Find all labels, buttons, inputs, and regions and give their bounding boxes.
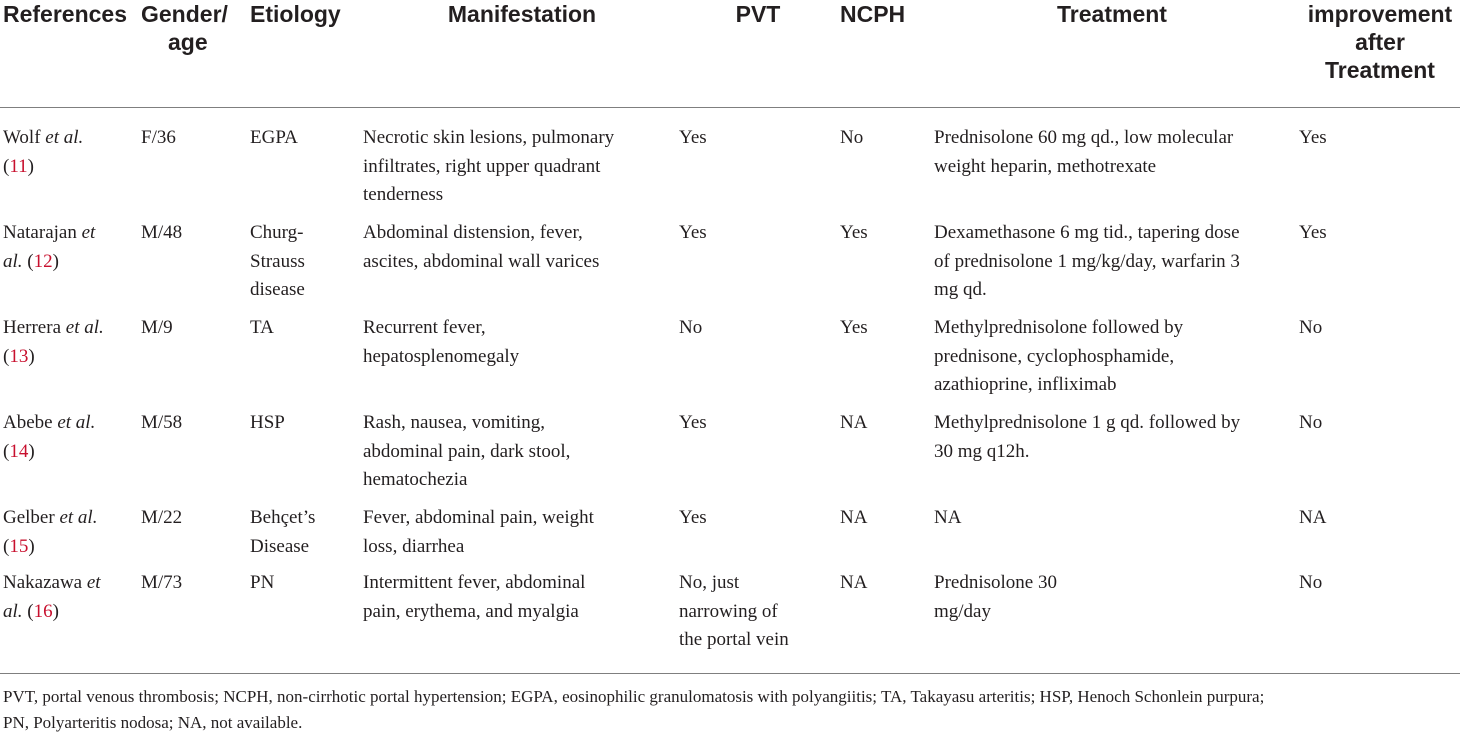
pvt-cell — [679, 504, 707, 533]
reference-cell — [3, 124, 83, 181]
manifestation-cell — [363, 504, 594, 561]
manifestation-cell — [363, 124, 614, 210]
etiology-cell — [250, 409, 285, 438]
footnote-line: PN, Polyarteritis nodosa; NA, not available. — [3, 713, 303, 732]
citation-link[interactable]: 12 — [33, 250, 53, 272]
manifestation-cell — [363, 569, 585, 626]
pvt-cell — [679, 124, 707, 153]
header-gender-age-line: age — [168, 29, 208, 55]
etiology-cell — [250, 314, 274, 343]
reference-cell — [3, 569, 101, 626]
cell-line: loss, diarrhea — [363, 535, 465, 557]
cell-line: abdominal pain, dark stool, — [363, 440, 571, 462]
cell-line: tenderness — [363, 184, 444, 206]
cell-line: Methylprednisolone followed by — [934, 317, 1184, 338]
pvt-cell — [679, 219, 707, 248]
cell-line: mg/day — [934, 600, 991, 622]
ncph-cell: NA — [840, 572, 868, 593]
improvement-cell: Yes — [1299, 127, 1327, 148]
cell-line: Abdominal distension, fever, — [363, 222, 583, 243]
pvt-cell — [679, 569, 789, 655]
reference-text: Natarajan — [3, 222, 82, 243]
improvement-cell: No — [1299, 317, 1323, 338]
reference-line — [3, 124, 83, 153]
reference-text: Nakazawa — [3, 572, 87, 593]
treatment-cell — [934, 124, 1233, 181]
cell-line: Necrotic skin lesions, pulmonary — [363, 127, 615, 148]
cell-line: Yes — [679, 412, 707, 433]
cell-line: No, just — [679, 572, 740, 593]
cell-line: TA — [250, 317, 274, 338]
treatment-cell — [934, 504, 961, 533]
cell-line: Churg- — [250, 222, 304, 243]
gender-age-cell: M/58 — [141, 412, 183, 433]
citation-link[interactable]: 15 — [9, 535, 29, 557]
cell-line: Intermittent fever, abdominal — [363, 572, 586, 593]
manifestation-cell — [363, 409, 570, 495]
reference-text: Herrera — [3, 317, 66, 338]
reference-text: ( — [3, 535, 10, 557]
treatment-cell — [934, 314, 1183, 400]
reference-line — [3, 219, 95, 248]
reference-text: ) — [28, 345, 35, 367]
et-al-text: et al. — [59, 507, 98, 528]
header-improvement-line: after — [1355, 29, 1405, 55]
reference-text: ) — [28, 440, 35, 462]
et-al-text: al. — [3, 250, 23, 272]
ncph-cell: NA — [840, 507, 868, 528]
reference-text: ) — [52, 250, 59, 272]
et-al-text: et al. — [45, 127, 84, 148]
reference-cell — [3, 219, 95, 276]
gender-age-cell: M/73 — [141, 572, 183, 593]
cell-line: Strauss — [250, 250, 305, 272]
etiology-cell — [250, 504, 315, 561]
reference-line — [3, 533, 97, 562]
cell-line: narrowing of — [679, 600, 778, 622]
ncph-cell: Yes — [840, 222, 868, 243]
header-pvt: PVT — [735, 1, 781, 27]
cell-line: Fever, abdominal pain, weight — [363, 507, 594, 528]
etiology-cell — [250, 569, 274, 598]
header-references: References — [3, 1, 128, 27]
ncph-cell: Yes — [840, 317, 868, 338]
header-etiology: Etiology — [250, 1, 341, 27]
cell-line: azathioprine, infliximab — [934, 374, 1117, 396]
reference-text: ( — [22, 250, 34, 272]
cell-line: Recurrent fever, — [363, 317, 486, 338]
cell-line: EGPA — [250, 127, 298, 148]
reference-cell — [3, 314, 104, 371]
et-al-text: et — [86, 572, 101, 593]
improvement-cell: No — [1299, 572, 1323, 593]
et-al-text: et al. — [57, 412, 96, 433]
citation-link[interactable]: 11 — [9, 155, 28, 177]
reference-text: Wolf — [3, 127, 46, 148]
treatment-cell — [934, 219, 1240, 305]
improvement-cell: Yes — [1299, 222, 1327, 243]
reference-text: ( — [3, 345, 10, 367]
cell-line: HSP — [250, 412, 285, 433]
reference-text: ( — [22, 600, 34, 622]
header-improvement-line: improvement — [1307, 1, 1453, 27]
header-improvement — [1296, 0, 1460, 84]
gender-age-cell: M/22 — [141, 507, 183, 528]
reference-cell — [3, 504, 97, 561]
reference-line — [3, 343, 104, 372]
treatment-cell — [934, 569, 1057, 626]
header-ncph: NCPH — [840, 1, 906, 27]
cell-line: Yes — [679, 127, 707, 148]
table-bottom-rule — [0, 673, 1460, 674]
cell-line: disease — [250, 279, 305, 301]
gender-age-cell: M/48 — [141, 222, 183, 243]
footnote-line: PVT, portal venous thrombosis; NCPH, non-cirrhotic portal hypertension; EGPA, eosinophilic granulomatosis with polyangiitis; TA, Takayasu arteritis; HSP, Henoch Schonlein purpura; — [3, 687, 1265, 706]
treatment-cell — [934, 409, 1240, 466]
cell-line: hepatosplenomegaly — [363, 345, 520, 367]
ncph-cell: No — [840, 127, 864, 148]
header-gender-age — [141, 0, 228, 56]
cell-line: Dexamethasone 6 mg tid., tapering dose — [934, 222, 1240, 243]
cell-line: weight heparin, methotrexate — [934, 155, 1157, 177]
cell-line: Disease — [250, 535, 310, 557]
cell-line: hematochezia — [363, 469, 468, 491]
pvt-cell — [679, 314, 702, 343]
reference-line — [3, 598, 101, 627]
cell-line: NA — [934, 507, 962, 528]
table-footnote — [3, 684, 1458, 736]
et-al-text: et al. — [65, 317, 104, 338]
cell-line: ascites, abdominal wall varices — [363, 250, 600, 272]
cell-line: prednisone, cyclophosphamide, — [934, 345, 1175, 367]
reference-line — [3, 409, 95, 438]
pvt-cell — [679, 409, 707, 438]
reference-text: Gelber — [3, 507, 60, 528]
reference-text: ) — [28, 535, 35, 557]
etiology-cell — [250, 219, 305, 305]
citation-link[interactable]: 13 — [9, 345, 29, 367]
reference-text: ( — [3, 155, 10, 177]
cell-line: Yes — [679, 222, 707, 243]
cell-line: PN — [250, 572, 275, 593]
reference-line — [3, 569, 101, 598]
reference-text: ) — [52, 600, 59, 622]
header-manifestation: Manifestation — [447, 1, 597, 27]
cell-line: Methylprednisolone 1 g qd. followed by — [934, 412, 1241, 433]
cell-line: pain, erythema, and myalgia — [363, 600, 579, 622]
reference-line — [3, 248, 95, 277]
header-treatment: Treatment — [1057, 1, 1167, 27]
reference-cell — [3, 409, 95, 466]
reference-text: ) — [27, 155, 34, 177]
cell-line: Rash, nausea, vomiting, — [363, 412, 546, 433]
et-al-text: al. — [3, 600, 23, 622]
header-divider — [0, 107, 1460, 108]
cell-line: Behçet’s — [250, 507, 316, 528]
header-improvement-line: Treatment — [1325, 57, 1435, 83]
ncph-cell: NA — [840, 412, 868, 433]
header-gender-age-line: Gender/ — [141, 1, 228, 27]
gender-age-cell: M/9 — [141, 317, 173, 338]
cell-line: 30 mg q12h. — [934, 440, 1030, 462]
reference-line — [3, 504, 97, 533]
cell-line: the portal vein — [679, 629, 789, 651]
cell-line: of prednisolone 1 mg/kg/day, warfarin 3 — [934, 250, 1240, 272]
cell-line: Prednisolone 30 — [934, 572, 1057, 593]
manifestation-cell — [363, 219, 599, 276]
manifestation-cell — [363, 314, 519, 371]
citation-link[interactable]: 16 — [33, 600, 53, 622]
reference-text: ( — [3, 440, 10, 462]
citation-link[interactable]: 14 — [9, 440, 29, 462]
cell-line: Yes — [679, 507, 707, 528]
cell-line: mg qd. — [934, 279, 987, 301]
reference-line — [3, 438, 95, 467]
improvement-cell: No — [1299, 412, 1323, 433]
gender-age-cell: F/36 — [141, 127, 176, 148]
cell-line: infiltrates, right upper quadrant — [363, 155, 601, 177]
et-al-text: et — [81, 222, 96, 243]
reference-text: Abebe — [3, 412, 58, 433]
improvement-cell: NA — [1299, 507, 1327, 528]
cell-line: No — [679, 317, 703, 338]
etiology-cell — [250, 124, 298, 153]
reference-line — [3, 314, 104, 343]
reference-line — [3, 153, 83, 182]
cell-line: Prednisolone 60 mg qd., low molecular — [934, 127, 1234, 148]
